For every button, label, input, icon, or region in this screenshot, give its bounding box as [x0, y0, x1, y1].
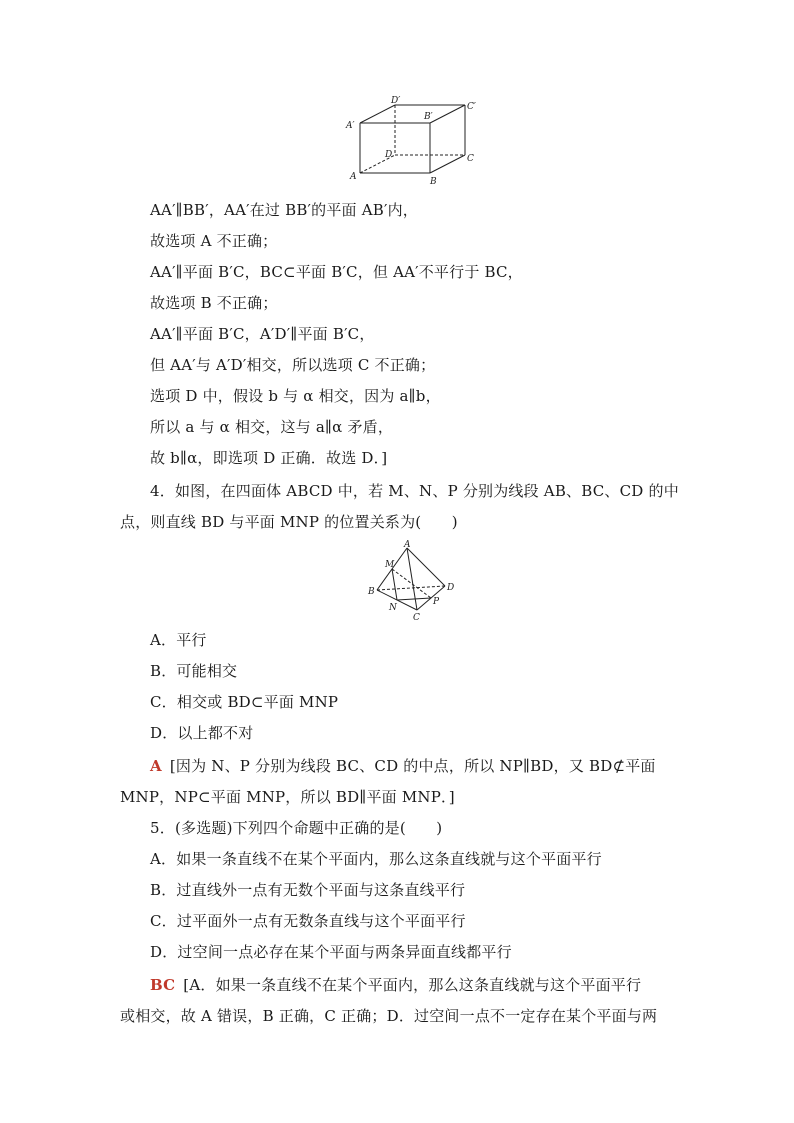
label-D: D [385, 150, 393, 160]
q5-option-b: B．过直线外一点有无数个平面与这条直线平行 [150, 881, 466, 899]
solution-line: 故选项 B 不正确； [150, 294, 278, 312]
q5-option-c: C．过平面外一点有无数条直线与这个平面平行 [150, 912, 466, 930]
solution-line: 但 AA′与 A′D′相交，所以选项 C 不正确； [150, 356, 436, 374]
label-B-prime: B′ [424, 112, 433, 122]
q4-option-a: A．平行 [150, 631, 207, 649]
q4-option-d: D．以上都不对 [150, 724, 254, 742]
solution-line: AA′∥BB′，AA′在过 BB′的平面 AB′内， [150, 201, 418, 219]
question-4-stem-cont: 点，则直线 BD 与平面 MNP 的位置关系为( ) [120, 513, 458, 531]
solution-line: 所以 a 与 α 相交，这与 a∥α 矛盾， [150, 418, 394, 436]
q5-explain-text: [A．如果一条直线不在某个平面内，那么这条直线就与这个平面平行 [183, 976, 642, 994]
q4-explanation [150, 756, 656, 776]
q4-option-b: B．可能相交 [150, 662, 238, 680]
tetrahedron-figure [365, 540, 465, 622]
solution-line: 故选项 A 不正确； [150, 232, 278, 250]
q5-option-d: D．过空间一点必存在某个平面与两条异面直线都平行 [150, 943, 512, 961]
solution-line: 选项 D 中，假设 b 与 α 相交，因为 a∥b， [150, 387, 441, 405]
tetra-label-C: C [413, 613, 420, 622]
label-C-prime: C′ [467, 102, 476, 112]
solution-line: AA′∥平面 B′C，BC⊂平面 B′C，但 AA′不平行于 BC， [150, 263, 523, 281]
q4-option-c: C．相交或 BD⊂平面 MNP [150, 693, 339, 711]
label-A: A [350, 172, 357, 182]
tetra-label-B: B [368, 587, 375, 597]
q4-explanation-cont: MNP，NP⊂平面 MNP，所以 BD∥平面 MNP．] [120, 788, 455, 806]
question-4-stem: 4．如图，在四面体 ABCD 中，若 M、N、P 分别为线段 AB、BC、CD 的中 [150, 482, 679, 500]
q5-option-a: A．如果一条直线不在某个平面内，那么这条直线就与这个平面平行 [150, 850, 602, 868]
label-B: B [430, 177, 437, 187]
q4-explain-text: [因为 N、P 分别为线段 BC、CD 的中点，所以 NP∥BD，又 BD⊄平面 [169, 757, 656, 775]
label-C: C [467, 154, 474, 164]
q5-explanation-cont: 或相交，故 A 错误，B 正确，C 正确；D．过空间一点不一定存在某个平面与两 [120, 1007, 658, 1025]
q4-answer: A [150, 757, 162, 775]
label-A-prime: A′ [346, 121, 355, 131]
question-5-stem: 5．(多选题)下列四个命题中正确的是( ) [150, 819, 443, 837]
tetra-label-A: A [404, 540, 411, 550]
tetra-label-P: P [433, 597, 440, 607]
parallelepiped-figure [340, 95, 480, 190]
tetra-label-D: D [447, 583, 455, 593]
tetra-label-N: N [389, 603, 397, 613]
solution-line: 故 b∥α，即选项 D 正确．故选 D．] [150, 449, 388, 467]
tetra-label-M: M [385, 560, 395, 570]
solution-line: AA′∥平面 B′C，A′D′∥平面 B′C， [150, 325, 375, 343]
q5-answer: BC [150, 976, 176, 994]
label-D-prime: D′ [391, 96, 401, 106]
q5-explanation [150, 975, 641, 995]
